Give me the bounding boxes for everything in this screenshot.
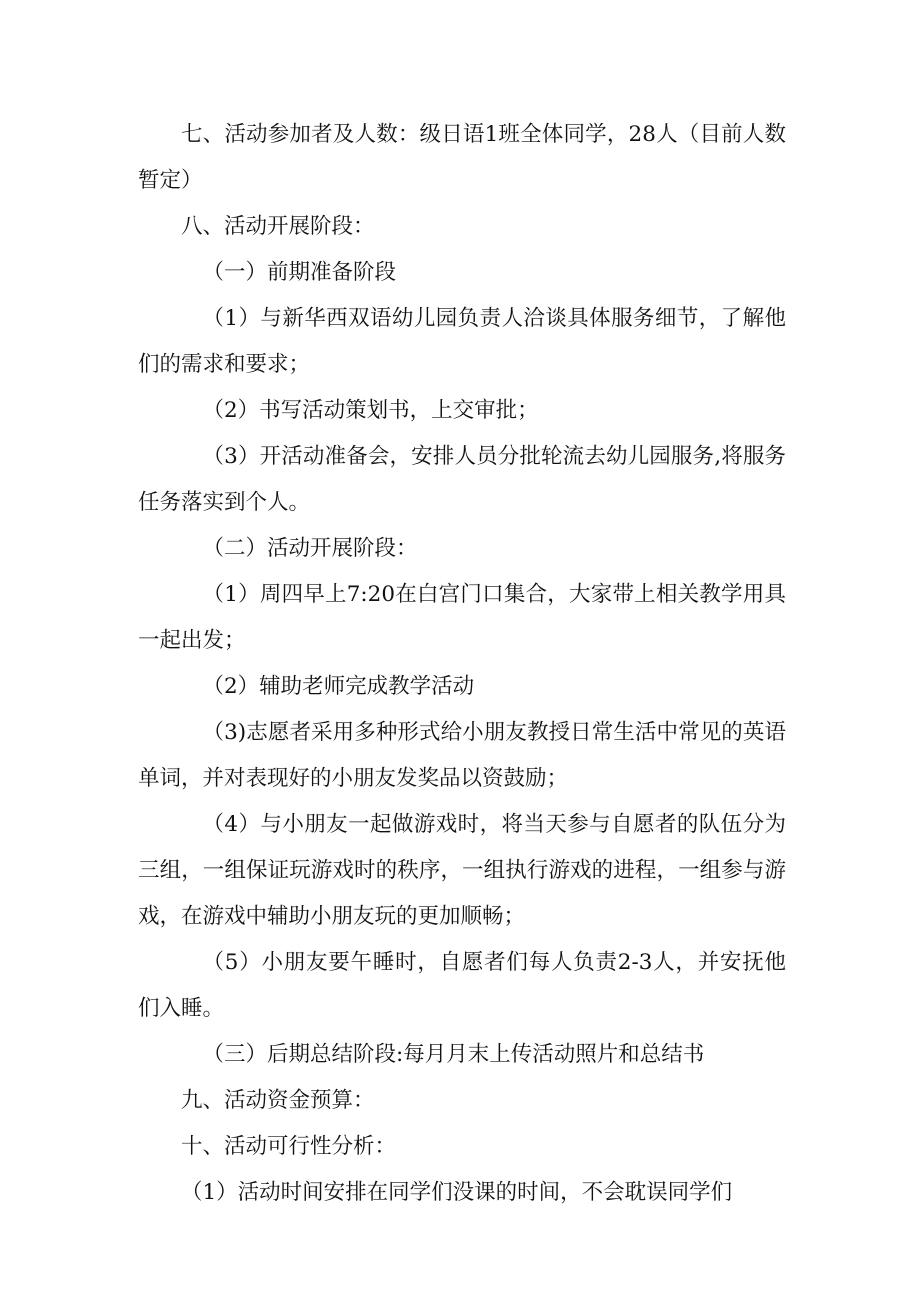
paragraph-stage-3-heading: （三）后期总结阶段:每月月末上传活动照片和总结书 — [202, 1042, 705, 1067]
paragraph-stage-1-item-2: （2）书写活动策划书，上交审批； — [202, 398, 539, 423]
document-page — [138, 112, 786, 1216]
paragraph-stage-2-item-5: （5）小朋友要午睡时，自愿者们每人负责2-3人，并安抚他们入睡。 — [138, 950, 786, 1021]
paragraph-stage-2-item-4: （4）与小朋友一起做游戏时，将当天参与自愿者的队伍分为三组，一组保证玩游戏时的秩序，一组执行游戏的进程，一组参与游戏，在游戏中辅助小朋友玩的更加顺畅； — [138, 812, 786, 929]
paragraph-feasibility-item-1: （1）活动时间安排在同学们没课的时间，不会耽误同学们 — [181, 1180, 733, 1205]
paragraph-stage-1-item-3: （3）开活动准备会，安排人员分批轮流去幼儿园服务,将服务任务落实到个人。 — [138, 444, 786, 515]
paragraph-section-10-feasibility: 十、活动可行性分析： — [181, 1134, 397, 1159]
paragraph-section-7-participants: 七、活动参加者及人数：级日语1班全体同学，28人（目前人数暂定） — [138, 122, 786, 193]
paragraph-section-9-budget: 九、活动资金预算： — [181, 1088, 375, 1113]
paragraph-section-8-heading: 八、活动开展阶段： — [181, 214, 375, 239]
paragraph-stage-2-item-2: （2）辅助老师完成教学活动 — [202, 674, 475, 699]
paragraph-stage-2-item-3: （3)志愿者采用多种形式给小朋友教授日常生活中常见的英语单词，并对表现好的小朋友发奖品以资鼓励； — [138, 720, 786, 791]
paragraph-stage-2-heading: （二）活动开展阶段： — [202, 536, 418, 561]
paragraph-stage-1-item-1: （1）与新华西双语幼儿园负责人洽谈具体服务细节，了解他们的需求和要求； — [138, 306, 786, 377]
paragraph-stage-1-heading: （一）前期准备阶段 — [202, 260, 397, 285]
paragraph-stage-2-item-1: （1）周四早上7:20在白宫门口集合，大家带上相关教学用具一起出发； — [138, 582, 786, 653]
